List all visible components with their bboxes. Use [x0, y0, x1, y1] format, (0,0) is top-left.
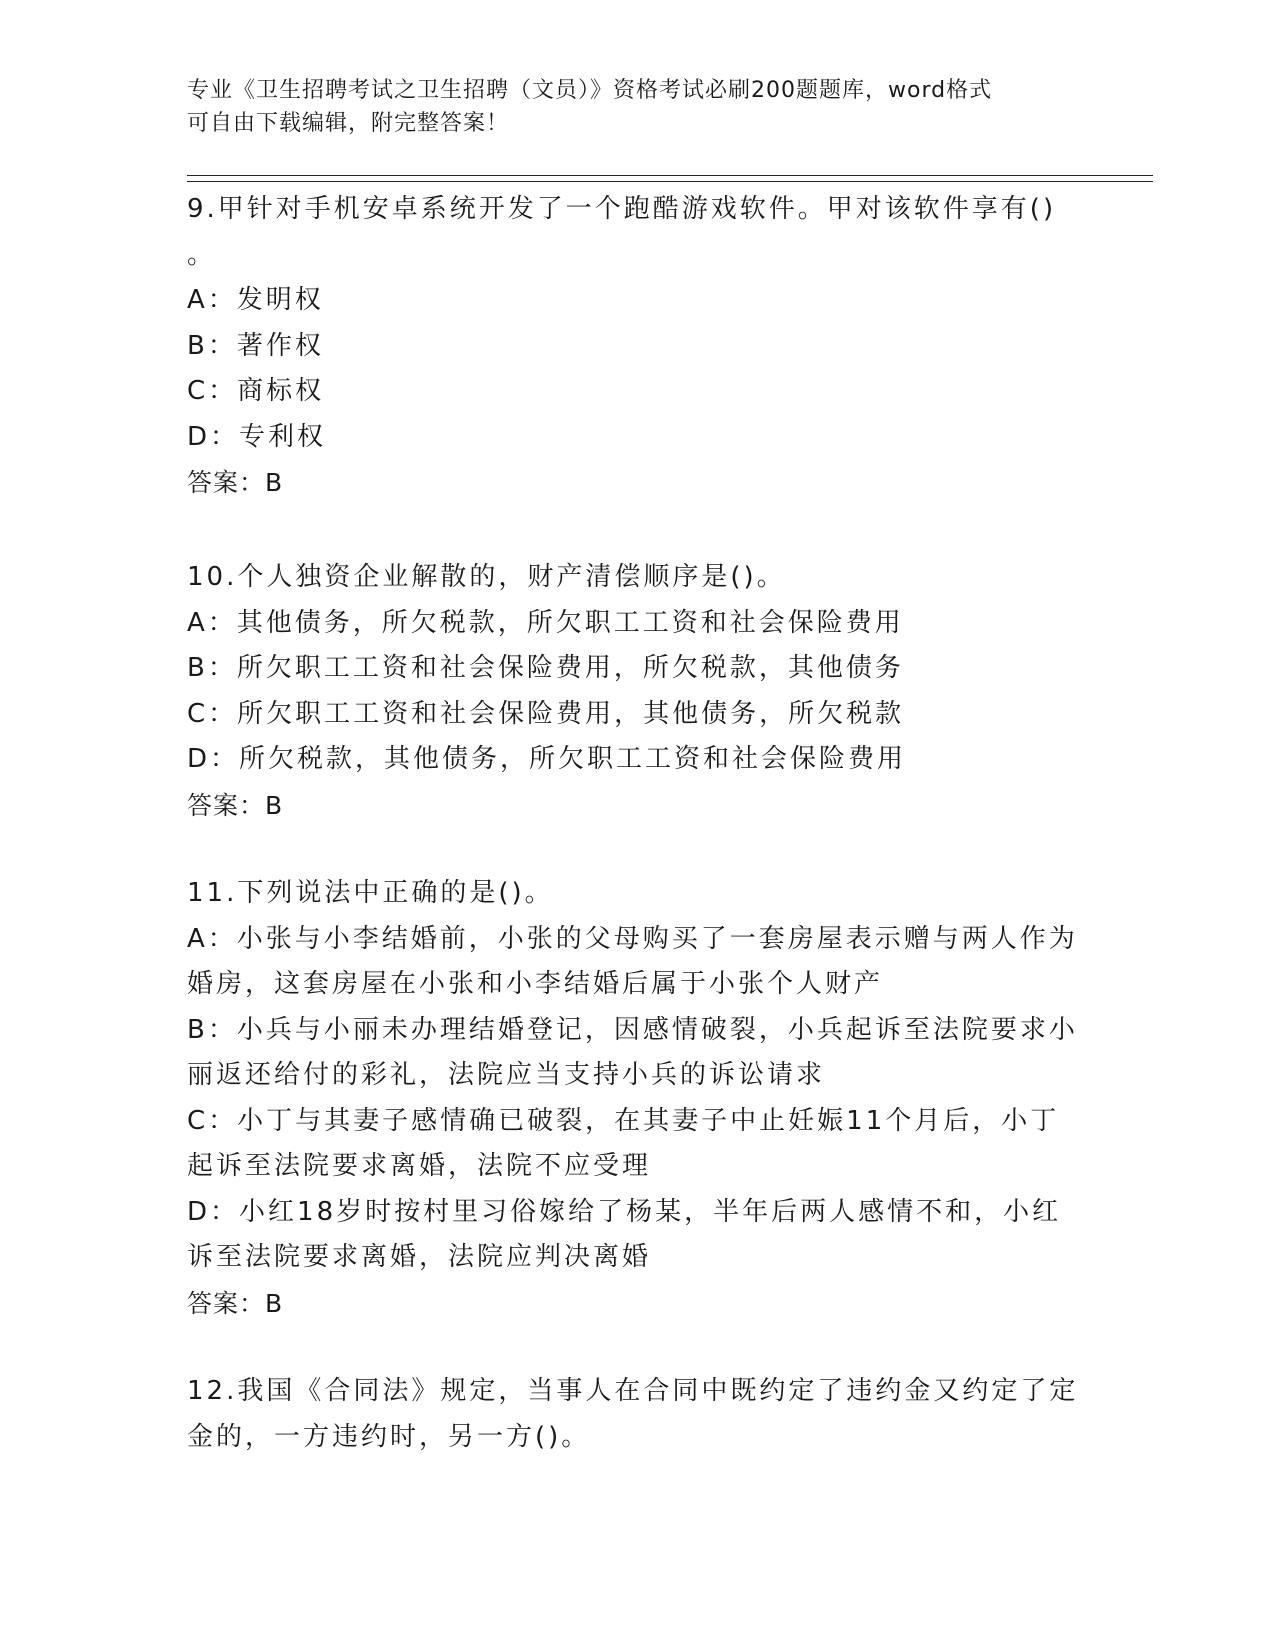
question-stem-line: 金的，一方违约时，另一方()。	[187, 1421, 591, 1452]
question-stem-line: 11.下列说法中正确的是()。	[187, 878, 554, 908]
question-stem-line: 10.个人独资企业解散的，财产清偿顺序是()。	[187, 562, 786, 592]
question-12	[187, 1369, 1087, 1460]
option-d: D：所欠税款，其他债务，所欠职工工资和社会保险费用	[187, 744, 907, 774]
option-b-continued: 丽返还给付的彩礼，法院应当支持小兵的诉讼请求	[187, 1060, 826, 1090]
option-a: A：发明权	[187, 285, 324, 315]
header-line-2: 可自由下载编辑，附完整答案！	[187, 111, 510, 136]
header-divider-bottom	[187, 181, 1153, 182]
option-a: A：小张与小李结婚前，小张的父母购买了一套房屋表示赠与两人作为	[187, 923, 1078, 954]
option-c: C：商标权	[187, 376, 325, 406]
option-c: C：所欠职工工资和社会保险费用，其他债务，所欠税款	[187, 698, 905, 729]
question-9	[187, 187, 1087, 505]
question-11	[187, 871, 1087, 1326]
question-stem-line: 9.甲针对手机安卓系统开发了一个跑酷游戏软件。甲对该软件享有()	[187, 194, 1057, 224]
answer-line: 答案：B	[187, 1288, 284, 1318]
option-b: B：小兵与小丽未办理结婚登记，因感情破裂，小兵起诉至法院要求小	[187, 1014, 1078, 1045]
question-10	[187, 555, 1087, 828]
document-header	[187, 74, 1087, 140]
option-d-continued: 诉至法院要求离婚，法院应判决离婚	[187, 1242, 652, 1272]
header-line-1: 专业《卫生招聘考试之卫生招聘（文员）》资格考试必刷200题题库，word格式	[187, 78, 993, 103]
option-c: C：小丁与其妻子感情确已破裂，在其妻子中止妊娠11个月后，小丁	[187, 1105, 1060, 1136]
option-a: A：其他债务，所欠税款，所欠职工工资和社会保险费用	[187, 607, 904, 638]
question-stem-line: 12.我国《合同法》规定，当事人在合同中既约定了违约金又约定了定	[187, 1376, 1079, 1406]
option-a-continued: 婚房，这套房屋在小张和小李结婚后属于小张个人财产	[187, 969, 884, 999]
option-b: B：著作权	[187, 330, 324, 361]
option-b: B：所欠职工工资和社会保险费用，所欠税款，其他债务	[187, 653, 904, 683]
option-d: D：小红18岁时按村里习俗嫁给了杨某，半年后两人感情不和，小红	[187, 1196, 1062, 1227]
answer-line: 答案：B	[187, 468, 284, 497]
question-stem-line: 。	[187, 239, 217, 270]
option-d: D：专利权	[187, 421, 327, 452]
option-c-continued: 起诉至法院要求离婚，法院不应受理	[187, 1151, 652, 1181]
answer-line: 答案：B	[187, 790, 284, 820]
header-divider-top	[187, 175, 1153, 176]
